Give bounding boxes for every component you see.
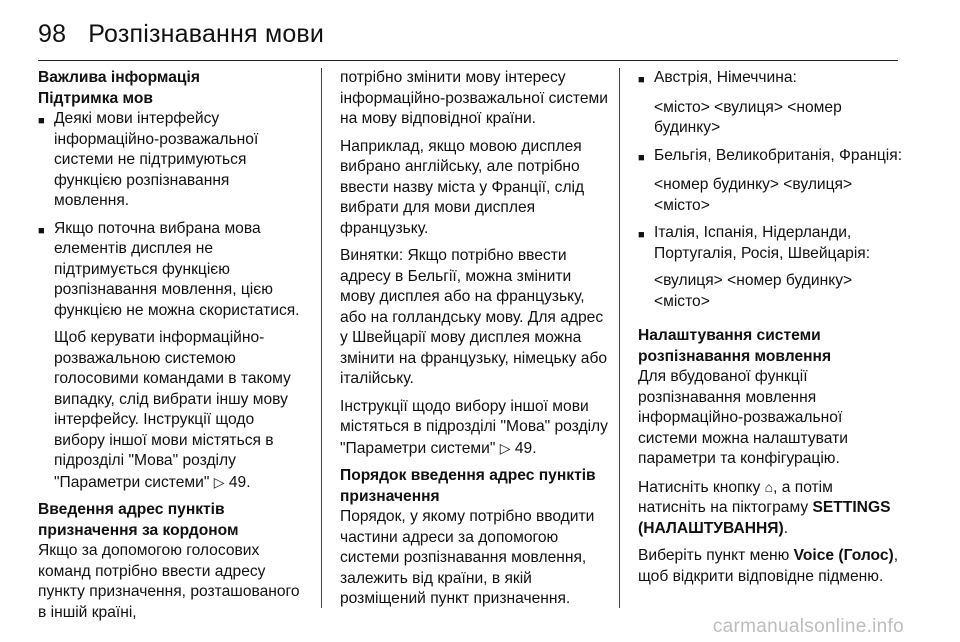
paragraph: Порядок, у якому потрібно вводити частини адреси за допомогою системи розпізнавання мовлення, залежить від країни, в якій розміщений пункт призначення. xyxy=(340,508,595,607)
address-format: <вулиця> <номер будинку> <місто> xyxy=(654,272,853,310)
address-format: <номер будинку> <вулиця> <місто> xyxy=(654,176,853,214)
address-format: <місто> <вулиця> <номер будинку> xyxy=(654,98,842,136)
subsection-heading: Підтримка мов xyxy=(38,89,153,107)
paragraph: Якщо за допомогою голосових команд потрібно ввести адресу пункту призначення, розташованого в іншій країні, xyxy=(38,542,300,621)
list-item: ■ Австрія, Німеччина: xyxy=(638,68,903,91)
paragraph: потрібно змінити мову інтересу інформаційно-розважальної системи на мову відповідної країни. xyxy=(340,69,608,127)
bullet-square-icon: ■ xyxy=(638,151,645,164)
page-reference-icon: ▷ xyxy=(213,473,225,490)
subsection-heading: Введення адрес пунктів призначення за кордоном xyxy=(38,501,239,539)
paragraph: Виберіть пункт меню Voice (Голос), щоб відкрити відповідне підменю. xyxy=(638,547,899,585)
watermark: carmanualsonline.info xyxy=(712,616,904,637)
page-header xyxy=(38,14,324,54)
paragraph: Інструкції щодо вибору іншої мови містяться в підрозділі "Мова" розділу "Параметри системи" ▷ 49. xyxy=(340,397,608,457)
bullet-square-icon: ■ xyxy=(38,224,45,237)
column-1 xyxy=(38,68,306,630)
subsection-heading: Порядок введення адрес пунктів призначення xyxy=(340,467,596,505)
paragraph: Для вбудованої функції розпізнавання мовлення інформаційно-розважальної системи можна налаштувати параметри та конфігурацію. xyxy=(638,368,848,467)
header-divider xyxy=(38,60,898,61)
bullet-square-icon: ■ xyxy=(638,74,645,86)
column-divider-2 xyxy=(619,68,620,608)
column-3 xyxy=(638,68,903,594)
bullet-square-icon: ■ xyxy=(38,115,45,127)
home-button-icon: ⌂ xyxy=(764,478,774,495)
page-number: 98 xyxy=(38,19,67,48)
column-2 xyxy=(340,68,608,617)
subsection-heading: Налаштування системи розпізнавання мовлення xyxy=(638,327,832,365)
column-divider-1 xyxy=(321,68,322,608)
bullet-square-icon: ■ xyxy=(638,229,645,241)
list-item: ■ Деякі мови інтерфейсу інформаційно-розважальної системи не підтримуються функцією розпізнавання мовлення. xyxy=(38,109,306,212)
page-reference[interactable]: 49. xyxy=(228,473,251,491)
paragraph: Щоб керувати інформаційно-розважальною системою голосовими командами в такому випадку, слід вибрати іншу мову інтерфейсу. Інструкції щодо вибору іншої мови містяться в підрозділі "Мова" розділу "Параметри системи" ▷ 49. xyxy=(54,329,291,491)
list-item: ■ Італія, Іспанія, Нідерланди, Португалія, Росія, Швейцарія: xyxy=(638,223,903,264)
section-heading: Важлива інформація xyxy=(38,69,200,86)
list-item: ■ Бельгія, Великобританія, Франція: xyxy=(638,146,903,169)
page-reference-icon: ▷ xyxy=(499,439,511,456)
page-reference[interactable]: 49. xyxy=(514,439,537,457)
paragraph: Винятки: Якщо потрібно ввести адресу в Бельгії, можна змінити мову дисплея або на французьку, або на голландську мову. Для адрес у Швейцарії мову дисплея можна змінити на французьку, німецьку або італійську. xyxy=(340,247,608,387)
paragraph: Натисніть кнопку ⌂, а потім натисніть на піктограму SETTINGS (НАЛАШТУВАННЯ). xyxy=(638,478,891,537)
page-title: Розпізнавання мови xyxy=(88,19,325,48)
paragraph: Наприклад, якщо мовою дисплея вибрано англійську, але потрібно ввести назву міста у Франції, слід вибрати для мови дисплея французьку. xyxy=(340,137,585,237)
list-item: ■ Якщо поточна вибрана мова елементів дисплея не підтримується функцією розпізнавання мовлення, цією функцією не можна скористатися. xyxy=(38,219,306,322)
